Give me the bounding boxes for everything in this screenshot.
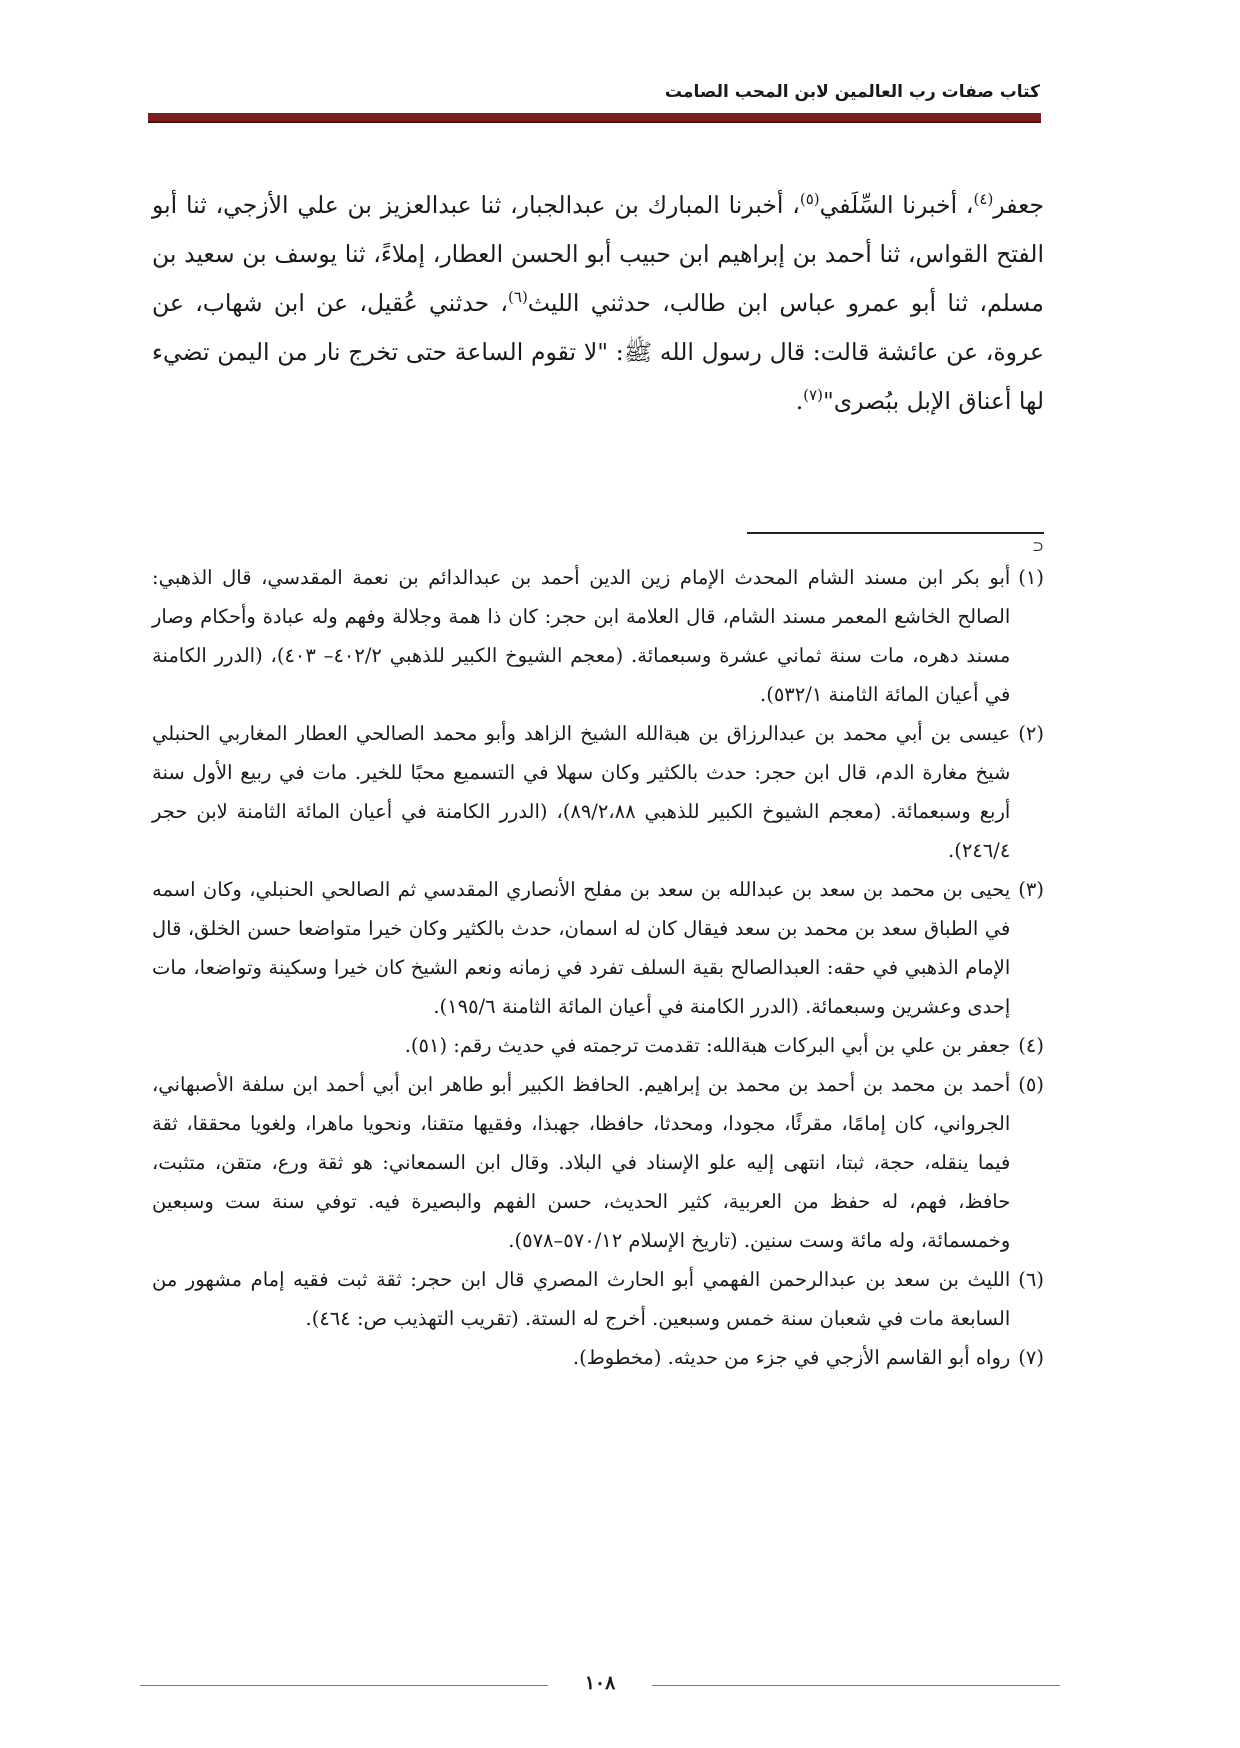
footnote-continue-mark: ⊃ <box>1032 539 1044 555</box>
footnote-text: رواه أبو القاسم الأزجي في جزء من حديثه. (مخطوط). <box>572 1346 1011 1369</box>
footnote-text: يحيى بن محمد بن سعد بن عبدالله بن سعد بن مفلح الأنصاري المقدسي ثم الصالحي الحنبلي، وكان اسمه في الطباق سعد بن محمد بن سعد فيقال كان له اسمان، حدث بالكثير وكان خيرا متواضعا حسن الخلق، قال الإمام الذهبي في حقه: العبدالصالح بقية السلف تفرد في زمانه ونعم الشيخ كان خيرا وسكينة وتواضعا، مات إحدى وعشرين وسبعمائة. (الدرر الكامنة في أعيان المائة الثامنة ١٩٥/٦). <box>152 878 1011 1018</box>
footnote-marker[interactable]: (٦) <box>508 288 528 307</box>
footnote-number: (٦) <box>1018 1268 1044 1291</box>
page-number: ١٠٨ <box>584 1672 616 1694</box>
footnote-separator-rule <box>747 532 1044 534</box>
main-text-segment: ، أخبرنا السِّلَفي <box>819 191 974 219</box>
footnote-number: (٤) <box>1018 1034 1044 1057</box>
footnote-item <box>152 1338 1044 1377</box>
footnote-text: جعفر بن علي بن أبي البركات هبةالله: تقدمت ترجمته في حديث رقم: (٥١). <box>404 1034 1011 1057</box>
header-rule <box>148 113 1041 123</box>
main-text-segment: ، حدثني عُقيل، عن ابن شهاب، عن عروة، عن عائشة قالت: قال رسول الله ﷺ: "لا تقوم الساعة حتى تخرج نار من اليمن تضيء لها أعناق الإبل ببُصرى" <box>152 289 1044 415</box>
footnote-text: الليث بن سعد بن عبدالرحمن الفهمي أبو الحارث المصري قال ابن حجر: ثقة ثبت فقيه إمام مشهور من السابعة مات في شعبان سنة خمس وسبعين. أخرج له الستة. (تقريب التهذيب ص: ٤٦٤). <box>152 1268 1011 1330</box>
footnote-number: (١) <box>1018 566 1044 589</box>
main-text <box>152 181 1044 426</box>
footnote-item <box>152 714 1044 870</box>
footnote-marker[interactable]: (٥) <box>799 190 820 209</box>
footnote-text: عيسى بن أبي محمد بن عبدالرزاق بن هبةالله الشيخ الزاهد وأبو محمد الصالحي العطار المغاربي الحنبلي شيخ مغارة الدم، قال ابن حجر: حدث بالكثير وكان سهلا في التسميع محبًا للخير. مات في ربيع الأول سنة أربع وسبعمائة. (معجم الشيوخ الكبير للذهبي ٨٩/٢،٨٨)، (الدرر الكامنة في أعيان المائة الثامنة لابن حجر ٢٤٦/٤). <box>152 722 1011 862</box>
footnote-number: (٥) <box>1018 1073 1044 1096</box>
footnote-marker[interactable]: (٧) <box>803 386 823 405</box>
footnote-item <box>152 870 1044 1026</box>
footnote-number: (٧) <box>1018 1346 1044 1369</box>
footnote-item <box>152 1065 1044 1260</box>
footnote-text: أبو بكر ابن مسند الشام المحدث الإمام زين الدين أحمد بن عبدالدائم بن نعمة المقدسي، قال الذهبي: الصالح الخاشع المعمر مسند الشام، قال العلامة ابن حجر: كان ذا همة وجلالة وفهم وله عبادة وأحكام وصار مسند دهره، مات سنة ثماني عشرة وسبعمائة. (معجم الشيوخ الكبير للذهبي ٤٠٢/٢– ٤٠٣)، (الدرر الكامنة في أعيان المائة الثامنة ٥٣٢/١). <box>152 566 1011 706</box>
main-text-segment: ، أخبرنا المبارك بن عبدالجبار، ثنا عبدالعزيز بن علي الأزجي، ثنا أبو الفتح القواس، ثنا أحمد بن إبراهيم ابن حبيب أبو الحسن العطار، إملاءً، ثنا يوسف بن سعيد بن مسلم، ثنا أبو عمرو عباس ابن طالب، حدثني الليث <box>152 191 1044 317</box>
main-text-segment: جعفر <box>993 191 1045 219</box>
main-text-segment: . <box>795 387 804 415</box>
footnote-item <box>152 558 1044 714</box>
page-footer <box>140 1672 1060 1696</box>
footnote-text: أحمد بن محمد بن أحمد بن محمد بن إبراهيم. الحافظ الكبير أبو طاهر ابن أبي أحمد ابن سلفة الأصبهاني، الجرواني، كان إمامًا، مقرئًا، مجودا، ومحدثا، حافظا، جهبذا، وفقيها متقنا، ونحويا ماهرا، ولغويا محققا، ثقة فيما ينقله، حجة، ثبتا، انتهى إليه علو الإسناد في البلاد. وقال ابن السمعاني: هو ثقة ورع، متقن، متثبت، حافظ، فهم، له حفظ من العربية، كثير الحديث، حسن الفهم والبصيرة فيه. توفي سنة ست وسبعين وخمسمائة، وله مائة وست سنين. (تاريخ الإسلام ٥٧٠/١٢–٥٧٨). <box>152 1073 1011 1252</box>
footnote-number: (٣) <box>1018 878 1044 901</box>
footnote-item <box>152 1026 1044 1065</box>
footnote-marker[interactable]: (٤) <box>973 190 994 209</box>
running-header-title: كتاب صفات رب العالمين لابن المحب الصامت <box>664 82 1040 102</box>
footnote-item <box>152 1260 1044 1338</box>
footnotes-section <box>152 558 1044 1377</box>
footnote-number: (٢) <box>1018 722 1044 745</box>
